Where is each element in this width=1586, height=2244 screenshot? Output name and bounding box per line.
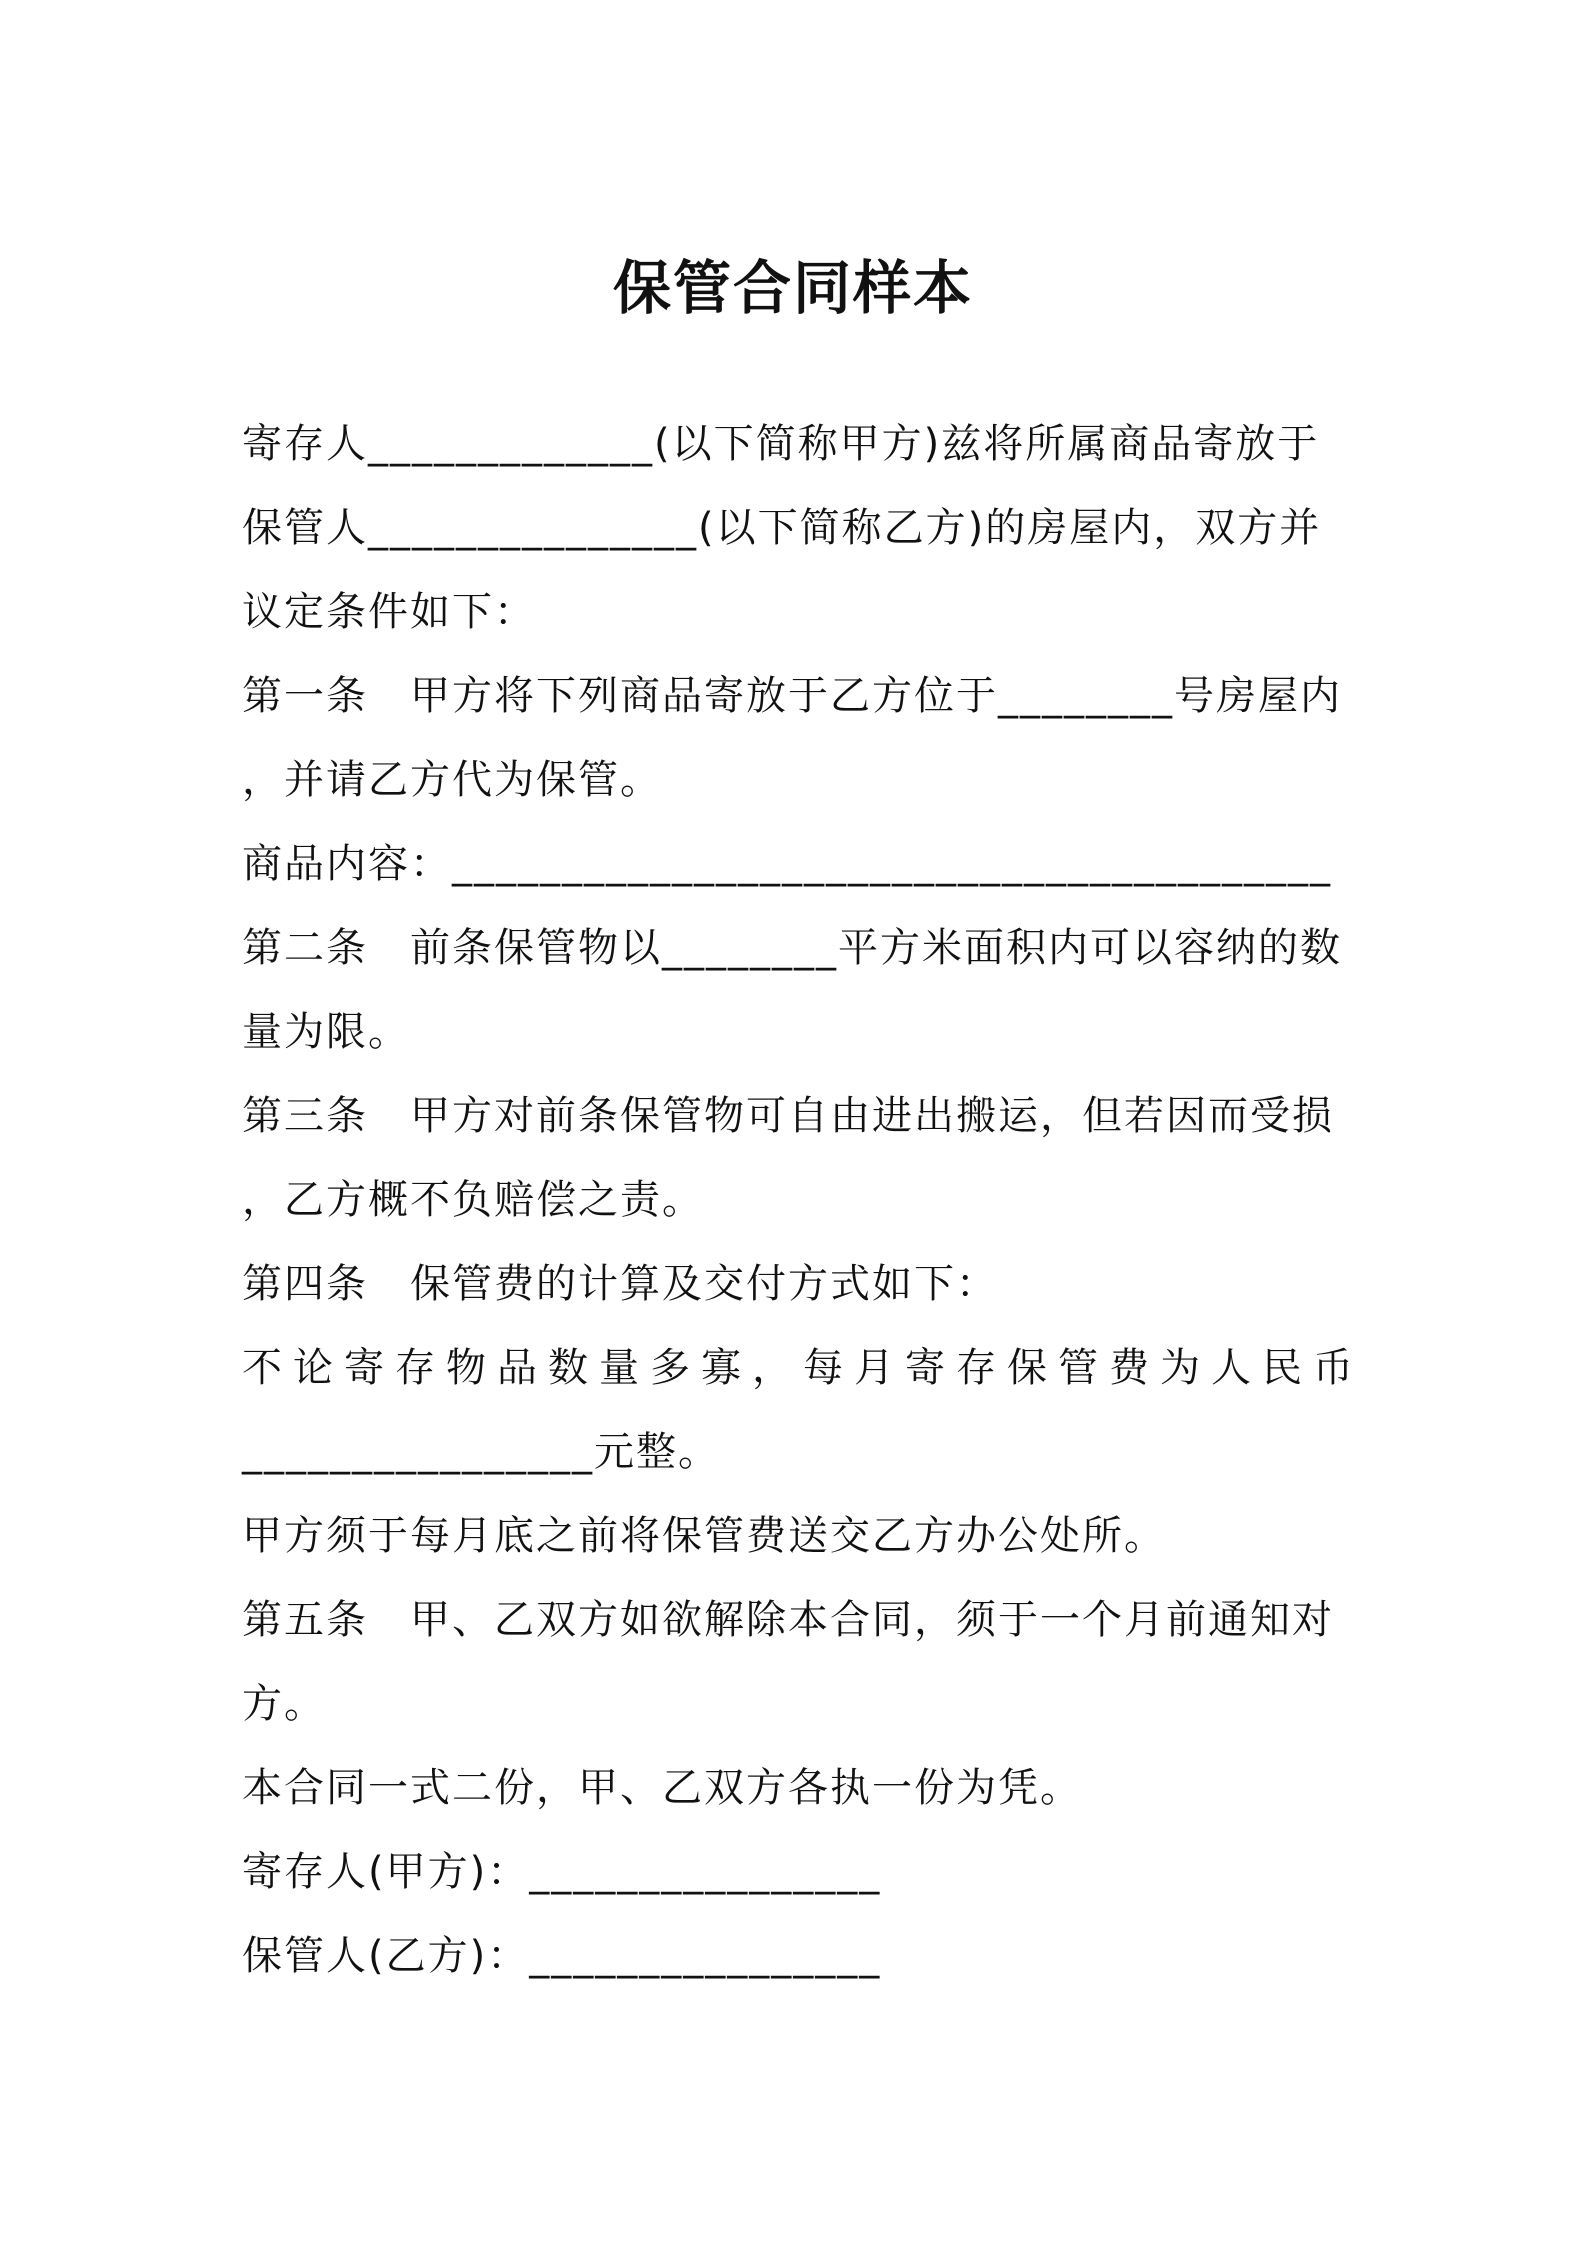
document-title: 保管合同样本 bbox=[612, 254, 973, 322]
article-2-line-1: 第二条 前条保管物以________平方米面积内可以容纳的数 bbox=[242, 925, 1342, 971]
article-5-line-2: 方。 bbox=[242, 1681, 326, 1727]
copies-clause-line: 本合同一式二份，甲、乙双方各执一份为凭。 bbox=[242, 1765, 1082, 1811]
article-5-line-1: 第五条 甲、乙双方如欲解除本合同，须于一个月前通知对 bbox=[242, 1597, 1334, 1643]
depositor-signature-line: 寄存人(甲方)：________________ bbox=[242, 1849, 882, 1895]
paragraph-line-depositor-intro: 寄存人_____________(以下简称甲方)兹将所属商品寄放于 bbox=[242, 421, 1320, 467]
paragraph-line-agreed-conditions: 议定条件如下： bbox=[242, 589, 536, 635]
article-3-line-1: 第三条 甲方对前条保管物可自由进出搬运，但若因而受损 bbox=[242, 1093, 1334, 1139]
article-3-line-2: ，乙方概不负赔偿之责。 bbox=[242, 1177, 704, 1223]
article-4-fee-line-2: ________________元整。 bbox=[242, 1429, 720, 1475]
article-1-line-1: 第一条 甲方将下列商品寄放于乙方位于________号房屋内 bbox=[242, 673, 1342, 719]
article-1-line-2: ，并请乙方代为保管。 bbox=[242, 757, 662, 803]
custodian-signature-line: 保管人(乙方)：________________ bbox=[242, 1933, 882, 1979]
article-4-heading: 第四条 保管费的计算及交付方式如下： bbox=[242, 1261, 998, 1307]
article-4-payment-line: 甲方须于每月底之前将保管费送交乙方办公处所。 bbox=[242, 1513, 1166, 1559]
article-2-line-2: 量为限。 bbox=[242, 1009, 410, 1055]
article-4-fee-line-1: 不论寄存物品数量多寡，每月寄存保管费为人民币 bbox=[242, 1345, 1364, 1391]
paragraph-line-custodian-intro: 保管人_______________(以下简称乙方)的房屋内，双方并 bbox=[242, 505, 1322, 551]
goods-content-line: 商品内容：________________________________________ bbox=[242, 841, 1332, 887]
